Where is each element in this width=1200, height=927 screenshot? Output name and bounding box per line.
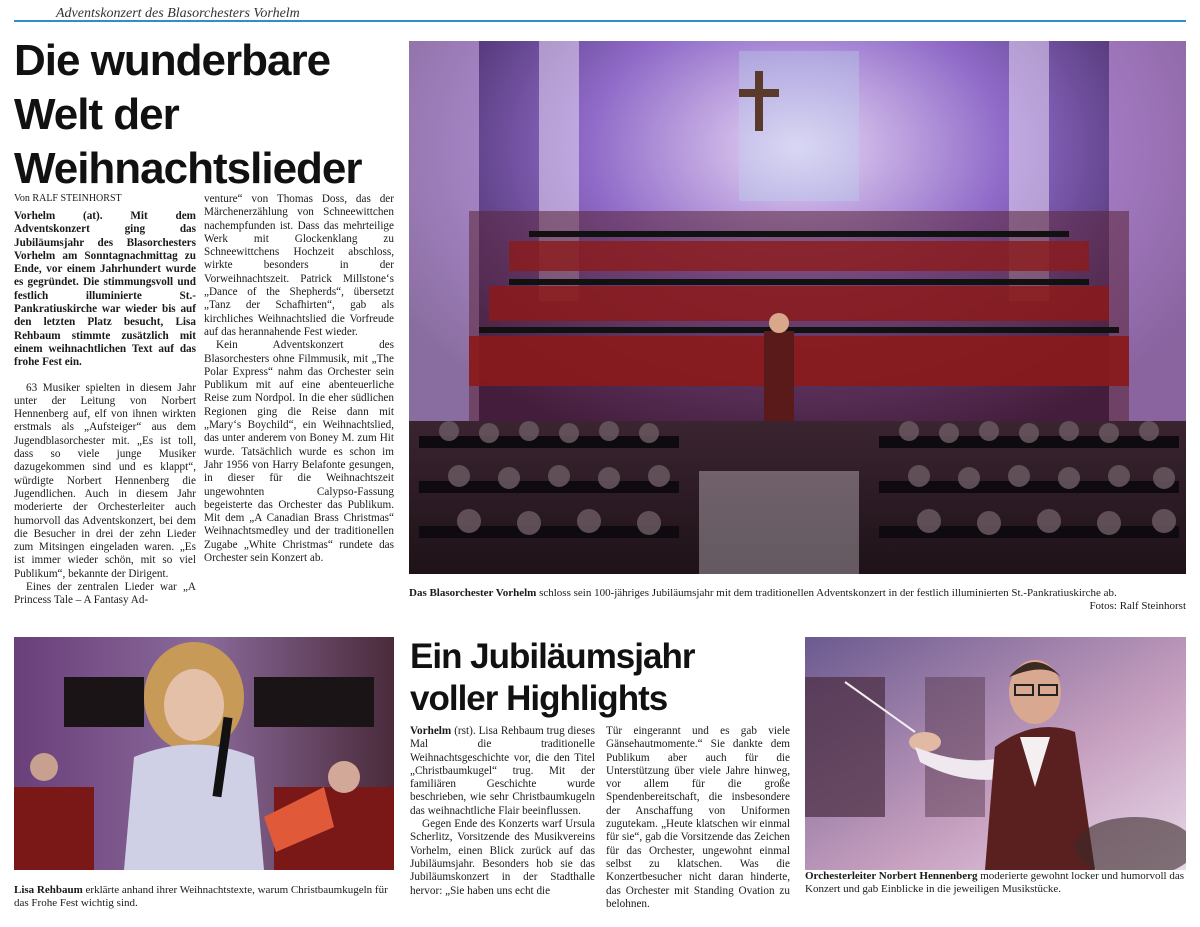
- article1-paragraph: 63 Musiker spielten in diesem Jahr unter der Leitung von Norbert Hennenberg auf, elf von ihnen wirkten erstmals als „Aufsteiger“ aus dem Jugendblasorchester mit. „Es ist toll, dass so viele junge Musiker dazugekommen sind und es klappt“, würdigte Norbert Hennenberg die Jugendlichen. Auch in diesem Jahr moderierte der Orchesterleiter auch humorvoll das Adventskonzert, bei dem die Besucher in drei der zehn Lieder zum Mitsingen eingeladen waren. „Es ist immer wieder schön, mit so viel Publikum“, bekannte der Dirigent.: [14, 381, 196, 580]
- article1-column-1: [14, 210, 196, 608]
- article1-paragraph: Eines der zentralen Lieder war „A Princess Tale – A Fantasy Ad-: [14, 581, 196, 607]
- conductor-photo: [805, 637, 1186, 870]
- article2-paragraph: Gegen Ende des Konzerts warf Ursula Scherlitz, Vorsitzende des Musikvereins Vorhelm, einen Blick zurück auf das Jubiläumsjahr. Besonders hob sie das Jubiläumskonzert in der Stadthalle hervor: „Sie haben uns echt die: [410, 818, 595, 897]
- second-headline: Ein Jubiläumsjahr voller Highlights: [410, 637, 695, 718]
- article2-column-1: [410, 725, 595, 898]
- article1-column-2: [204, 193, 394, 565]
- conductor-caption: [805, 870, 1186, 896]
- caption-text: schloss sein 100-jähriges Jubiläumsjahr mit dem traditionellen Adventskonzert in der festlich illuminierten St.-Pankratiuskirche ab.: [536, 587, 1117, 599]
- caption-bold: Orchesterleiter Norbert Hennenberg: [805, 870, 978, 882]
- conductor-photo-image: [805, 637, 1186, 870]
- lisa-rehbaum-photo: [14, 637, 394, 870]
- section-kicker: [14, 2, 1186, 22]
- article1-paragraph: Kein Adventskonzert des Blasorchesters ohne Filmmusik, mit „The Polar Express“ nahm das Orchester sein Publikum mit auf eine abenteuerliche Reise zum Nordpol. In die eher südlichen Regionen ging die Reise dann mit „Mary‘s Boychild“, ein Weihnachtslied, das unter anderem von Boney M. zum Hit wurde. Tatsächlich wurde es schon im Jahr 1956 von Harry Belafonte gesungen, in dieser für die Weihnachtszeit ungewohnten Calypso-Fassung begeisterte das Orchester das Publikum. Mit dem „A Canadian Brass Christmas“ Weihnachtsmedley und der traditionellen Zugabe „White Christmas“ rundete das Orchester sein Konzert ab.: [204, 339, 394, 565]
- orchestra-photo: [409, 41, 1186, 574]
- byline: Von RALF STEINHORST: [14, 193, 122, 204]
- caption-text: moderierte gewohnt locker und humorvoll das Konzert und gab Einblicke in die jeweiligen Musikstücke.: [805, 870, 1184, 895]
- caption-bold: Das Blasorchester Vorhelm: [409, 587, 537, 599]
- lisa-rehbaum-photo-image: [14, 637, 394, 870]
- article2-lead-text: (rst). Lisa Rehbaum trug dieses Mal die traditionelle Weihnachtsgeschichte vor, die den Titel „Christbaumkugel“ trug. Mit der familiären Geschichte wurde beschrieben, wie sehr Christbaumkugeln das weihnachtliche Flair beeinflussen.: [410, 725, 595, 817]
- caption-text: erklärte anhand ihrer Weihnachtstexte, warum Christbaumkugeln für das Frohe Fest wichtig sind.: [14, 884, 388, 909]
- photo-credit: Fotos: Ralf Steinhorst: [1089, 600, 1186, 612]
- orchestra-photo-caption: [409, 587, 1186, 613]
- kicker-text: Adventskonzert des Blasorchesters Vorhelm: [56, 6, 300, 21]
- article2-column-2: [606, 725, 790, 911]
- article2-paragraph: Tür eingerannt und es gab viele Gänsehautmomente.“ Sie dankte dem Publikum aber auch für die Unterstützung über viele Jahre hinweg, vor allem für die große Spendenbereitschaft, die insbesondere der Anschaffung von Uniformen zugutekam. „Heute klatschen wir einmal für sie“, gab die Vorsitzende das Zeichen für das Orchester, ungewohnt einmal selbst zu klatschen. Was die Konzertbesucher nicht daran hinderte, das Orchester mit Standing Ovation zu belohnen.: [606, 725, 790, 910]
- article2-dateline: Vorhelm: [410, 725, 452, 737]
- article1-lead: Vorhelm (at). Mit dem Adventskonzert ging das Jubiläumsjahr des Blasorchesters Vorhelm am Sonntagnachmittag zu Ende, vor einem Jahrhundert wurde es gegründet. Die stimmungsvoll und festlich illuminierte St.-Pankratiuskirche war wieder bis auf den letzten Platz besucht, Lisa Rehbaum stimmte zusätzlich mit einem weihnachtlichen Text auf das frohe Fest ein.: [14, 210, 196, 369]
- article1-paragraph: venture“ von Thomas Doss, das der Märchenerzählung von Schneewittchen nachempfunden ist. Dass das mehrteilige Werk mit Glockenklang zu Schneewittchens Hochzeit abschloss, wirkte besonders in der Vorweihnachtszeit. Patrick Millstone‘s „Dance of the Shepherds“, übersetzt „Tanz der Schafhirten“, gab als kirchliches Weihnachtslied die Vorfreude auf das herannahende Fest wieder.: [204, 193, 394, 338]
- article2-lead: [410, 725, 595, 818]
- lisa-rehbaum-caption: [14, 884, 394, 910]
- orchestra-photo-image: [409, 41, 1186, 574]
- caption-bold: Lisa Rehbaum: [14, 884, 83, 896]
- main-headline: Die wunderbare Welt der Weihnachtslieder: [14, 36, 362, 193]
